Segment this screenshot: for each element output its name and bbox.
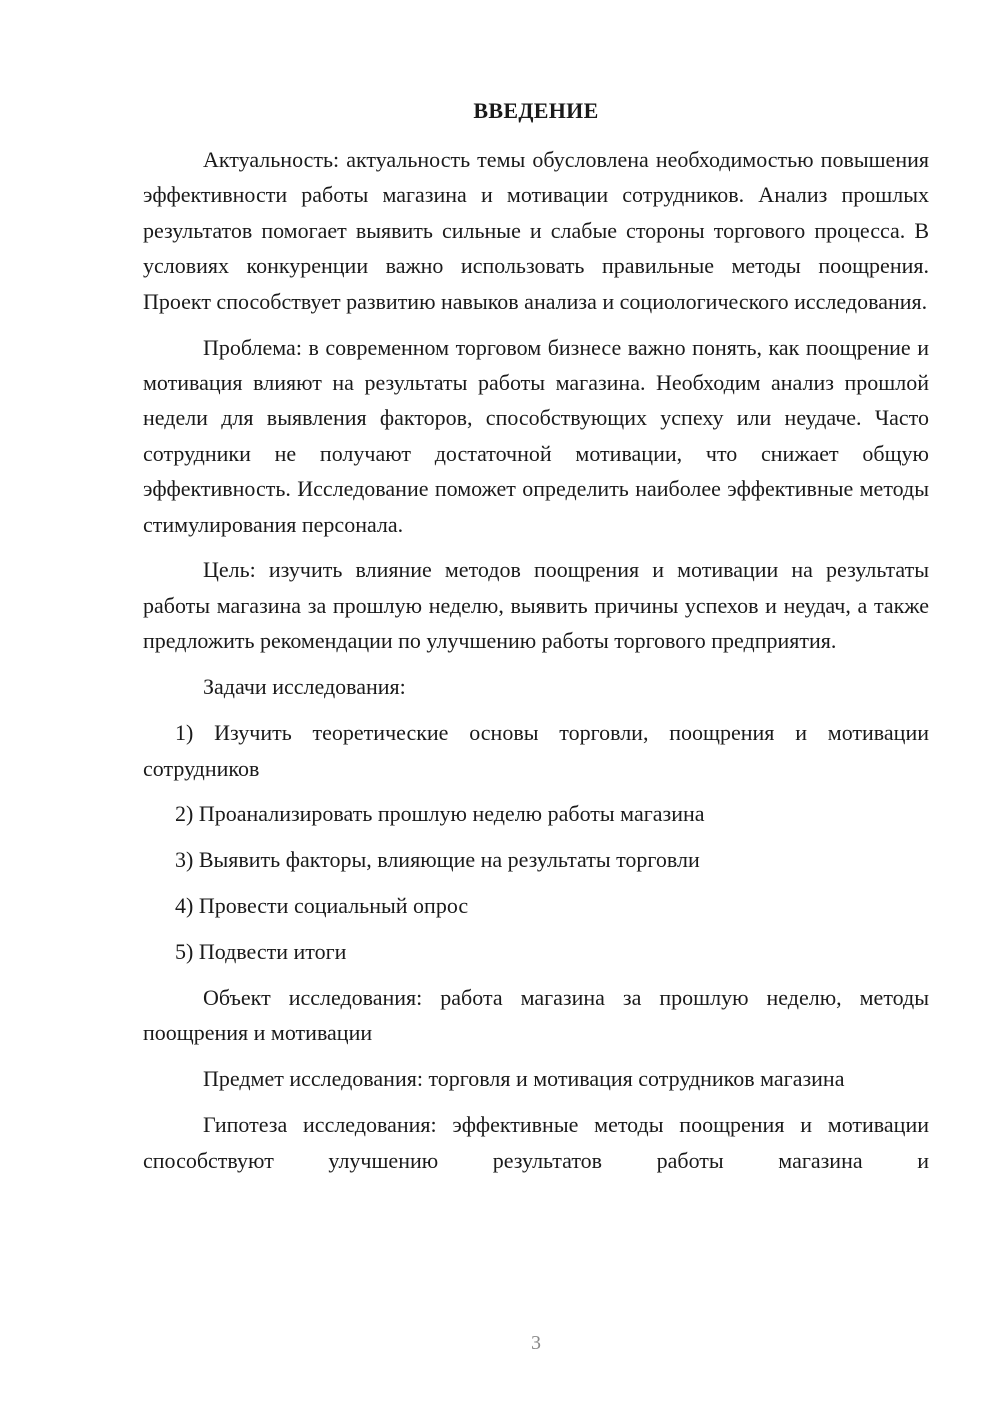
task-item-2: 2) Проанализировать прошлую неделю работы магазина (175, 801, 705, 827)
paragraph-hypothesis: Гипотеза исследования: эффективные методы поощрения и мотивации способствуют улучшению результатов работы магазина и (143, 1112, 929, 1173)
task-item-5: 5) Подвести итоги (175, 939, 347, 965)
paragraph-problem: Проблема: в современном торговом бизнесе важно понять, как поощрение и мотивация влияют на результаты работы магазина. Необходим анализ прошлой недели для выявления факторов, способствующих успеху или неудаче. Часто сотрудники не получают достаточной мотивации, что снижает общую эффективность. Исследование поможет определить наиболее эффективные методы стимулирования персонала. (143, 334, 929, 537)
paragraph-relevance: Актуальность: актуальность темы обусловлена необходимостью повышения эффективности работы магазина и мотивации сотрудников. Анализ прошлых результатов помогает выявить сильные и слабые стороны торгового процесса. В условиях конкуренции важно использовать правильные методы поощрения. Проект способствует развитию навыков анализа и социологического исследования. (143, 147, 929, 314)
paragraph-subject: Предмет исследования: торговля и мотивация сотрудников магазина (203, 1066, 845, 1092)
paragraph-object: Объект исследования: работа магазина за прошлую неделю, методы поощрения и мотивации (143, 985, 929, 1046)
document-body (143, 142, 929, 1178)
task-item-4: 4) Провести социальный опрос (175, 893, 469, 919)
paragraph-tasks-heading: Задачи исследования: (203, 674, 406, 700)
paragraph-goal: Цель: изучить влияние методов поощрения и мотивации на результаты работы магазина за прошлую неделю, выявить причины успехов и неудач, а также предложить рекомендации по улучшению работы торгового предприятия. (143, 557, 929, 654)
task-item-1: 1) Изучить теоретические основы торговли, поощрения и мотивации сотрудников (143, 720, 929, 781)
page-title: ВВЕДЕНИЕ (473, 98, 599, 123)
task-item-3: 3) Выявить факторы, влияющие на результаты торговли (175, 847, 700, 873)
page-number: 3 (531, 1332, 541, 1354)
